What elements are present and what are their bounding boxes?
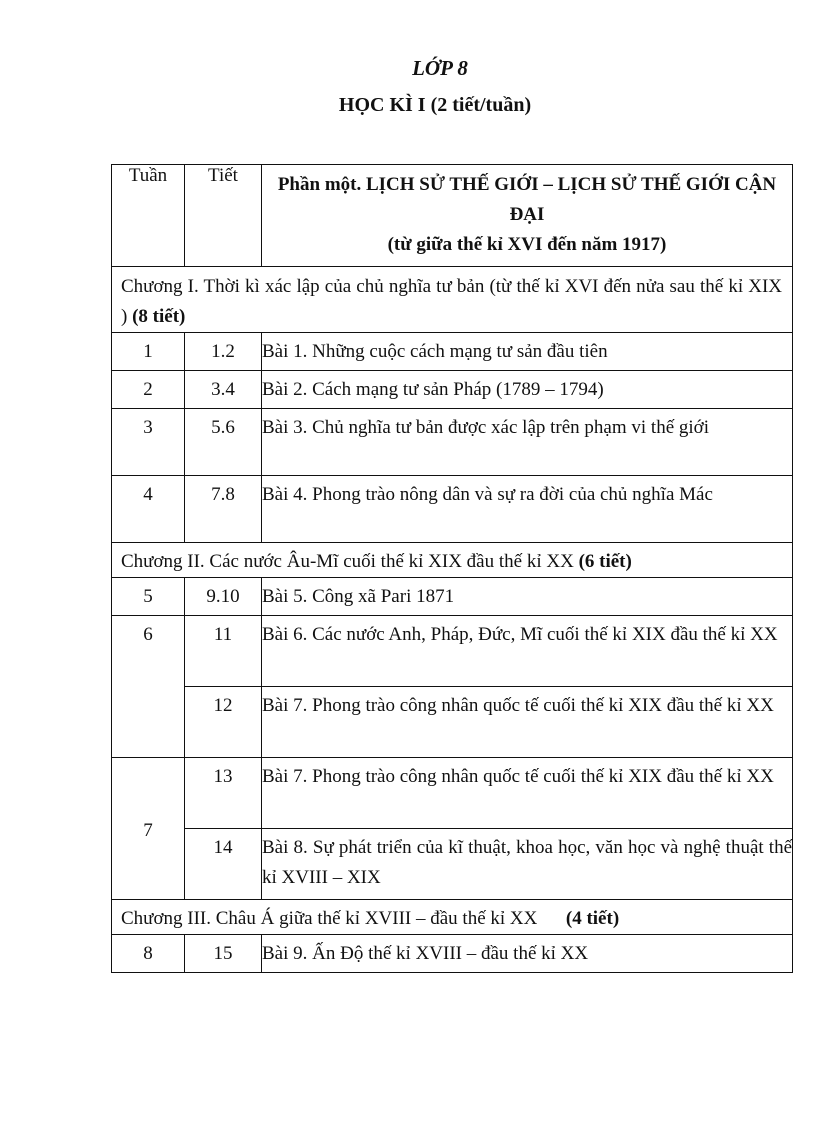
- week-cell: 2: [112, 371, 185, 409]
- table-row: [112, 476, 793, 543]
- lesson-cell: Bài 5. Công xã Pari 1871: [262, 578, 793, 616]
- lesson-cell: Bài 7. Phong trào công nhân quốc tế cuối thế kỉ XIX đầu thế kỉ XX: [262, 758, 793, 829]
- chapter-row: [112, 267, 793, 333]
- lesson-cell: Bài 8. Sự phát triển của kĩ thuật, khoa học, văn học và nghệ thuật thế kỉ XVIII – XIX: [262, 829, 793, 900]
- chapter-1-hours: (8 tiết): [132, 306, 186, 327]
- chapter-row: [112, 543, 793, 578]
- header-period: Tiết: [185, 165, 262, 267]
- table-header-row: [112, 165, 793, 267]
- table-row: [112, 371, 793, 409]
- lesson-cell: Bài 2. Cách mạng tư sản Pháp (1789 – 1794): [262, 371, 793, 409]
- week-cell: 8: [112, 935, 185, 973]
- part-subtitle: (từ giữa thế kỉ XVI đến năm 1917): [387, 234, 667, 255]
- header-week: Tuần: [112, 165, 185, 267]
- lesson-cell: Bài 3. Chủ nghĩa tư bản được xác lập trên phạm vi thế giới: [262, 409, 793, 476]
- part-title: Phần một. LỊCH SỬ THẾ GIỚI – LỊCH SỬ THẾ GIỚI CẬN ĐẠI: [277, 174, 777, 225]
- week-cell: 5: [112, 578, 185, 616]
- lesson-cell: Bài 4. Phong trào nông dân và sự ra đời của chủ nghĩa Mác: [262, 476, 793, 543]
- table-row: [112, 409, 793, 476]
- table-row: [112, 935, 793, 973]
- lesson-cell: Bài 9. Ấn Độ thế kỉ XVIII – đầu thế kỉ XX: [262, 935, 793, 973]
- chapter-3-title: Chương III. Châu Á giữa thế kỉ XVIII – đầu thế kỉ XX: [121, 908, 543, 929]
- chapter-3-hours: (4 tiết): [565, 908, 620, 929]
- chapter-1: [112, 267, 793, 333]
- table-row: [112, 687, 793, 758]
- period-cell: 9.10: [185, 578, 262, 616]
- table-row: [112, 758, 793, 829]
- chapter-3: [112, 900, 793, 935]
- chapter-1-title: Chương I. Thời kì xác lập của chủ nghĩa tư bản (từ thế kỉ XVI đến nửa sau thế kỉ XIX ): [121, 276, 782, 327]
- chapter-2-title: Chương II. Các nước Âu-Mĩ cuối thế kỉ XIX đầu thế kỉ XX: [121, 551, 579, 572]
- semester-title: HỌC KÌ I (2 tiết/tuần): [338, 94, 532, 116]
- curriculum-table: [111, 164, 793, 973]
- chapter-2: [112, 543, 793, 578]
- week-cell: 7: [112, 758, 185, 900]
- period-cell: 15: [185, 935, 262, 973]
- week-cell: 6: [112, 616, 185, 758]
- period-cell: 1.2: [185, 333, 262, 371]
- period-cell: 14: [185, 829, 262, 900]
- week-cell: 4: [112, 476, 185, 543]
- table-row: [112, 333, 793, 371]
- chapter-row: [112, 900, 793, 935]
- table-row: [112, 616, 793, 687]
- week-cell: 3: [112, 409, 185, 476]
- lesson-cell: Bài 1. Những cuộc cách mạng tư sản đầu tiên: [262, 333, 793, 371]
- table-row: [112, 829, 793, 900]
- lesson-cell: Bài 7. Phong trào công nhân quốc tế cuối thế kỉ XIX đầu thế kỉ XX: [262, 687, 793, 758]
- header-part: [262, 165, 793, 267]
- period-cell: 12: [185, 687, 262, 758]
- period-cell: 3.4: [185, 371, 262, 409]
- period-cell: 7.8: [185, 476, 262, 543]
- week-cell: 1: [112, 333, 185, 371]
- period-cell: 13: [185, 758, 262, 829]
- chapter-2-hours: (6 tiết): [578, 551, 632, 572]
- table-row: [112, 578, 793, 616]
- lesson-cell: Bài 6. Các nước Anh, Pháp, Đức, Mĩ cuối thế kỉ XIX đầu thế kỉ XX: [262, 616, 793, 687]
- period-cell: 11: [185, 616, 262, 687]
- grade-title: LỚP 8: [412, 56, 468, 80]
- period-cell: 5.6: [185, 409, 262, 476]
